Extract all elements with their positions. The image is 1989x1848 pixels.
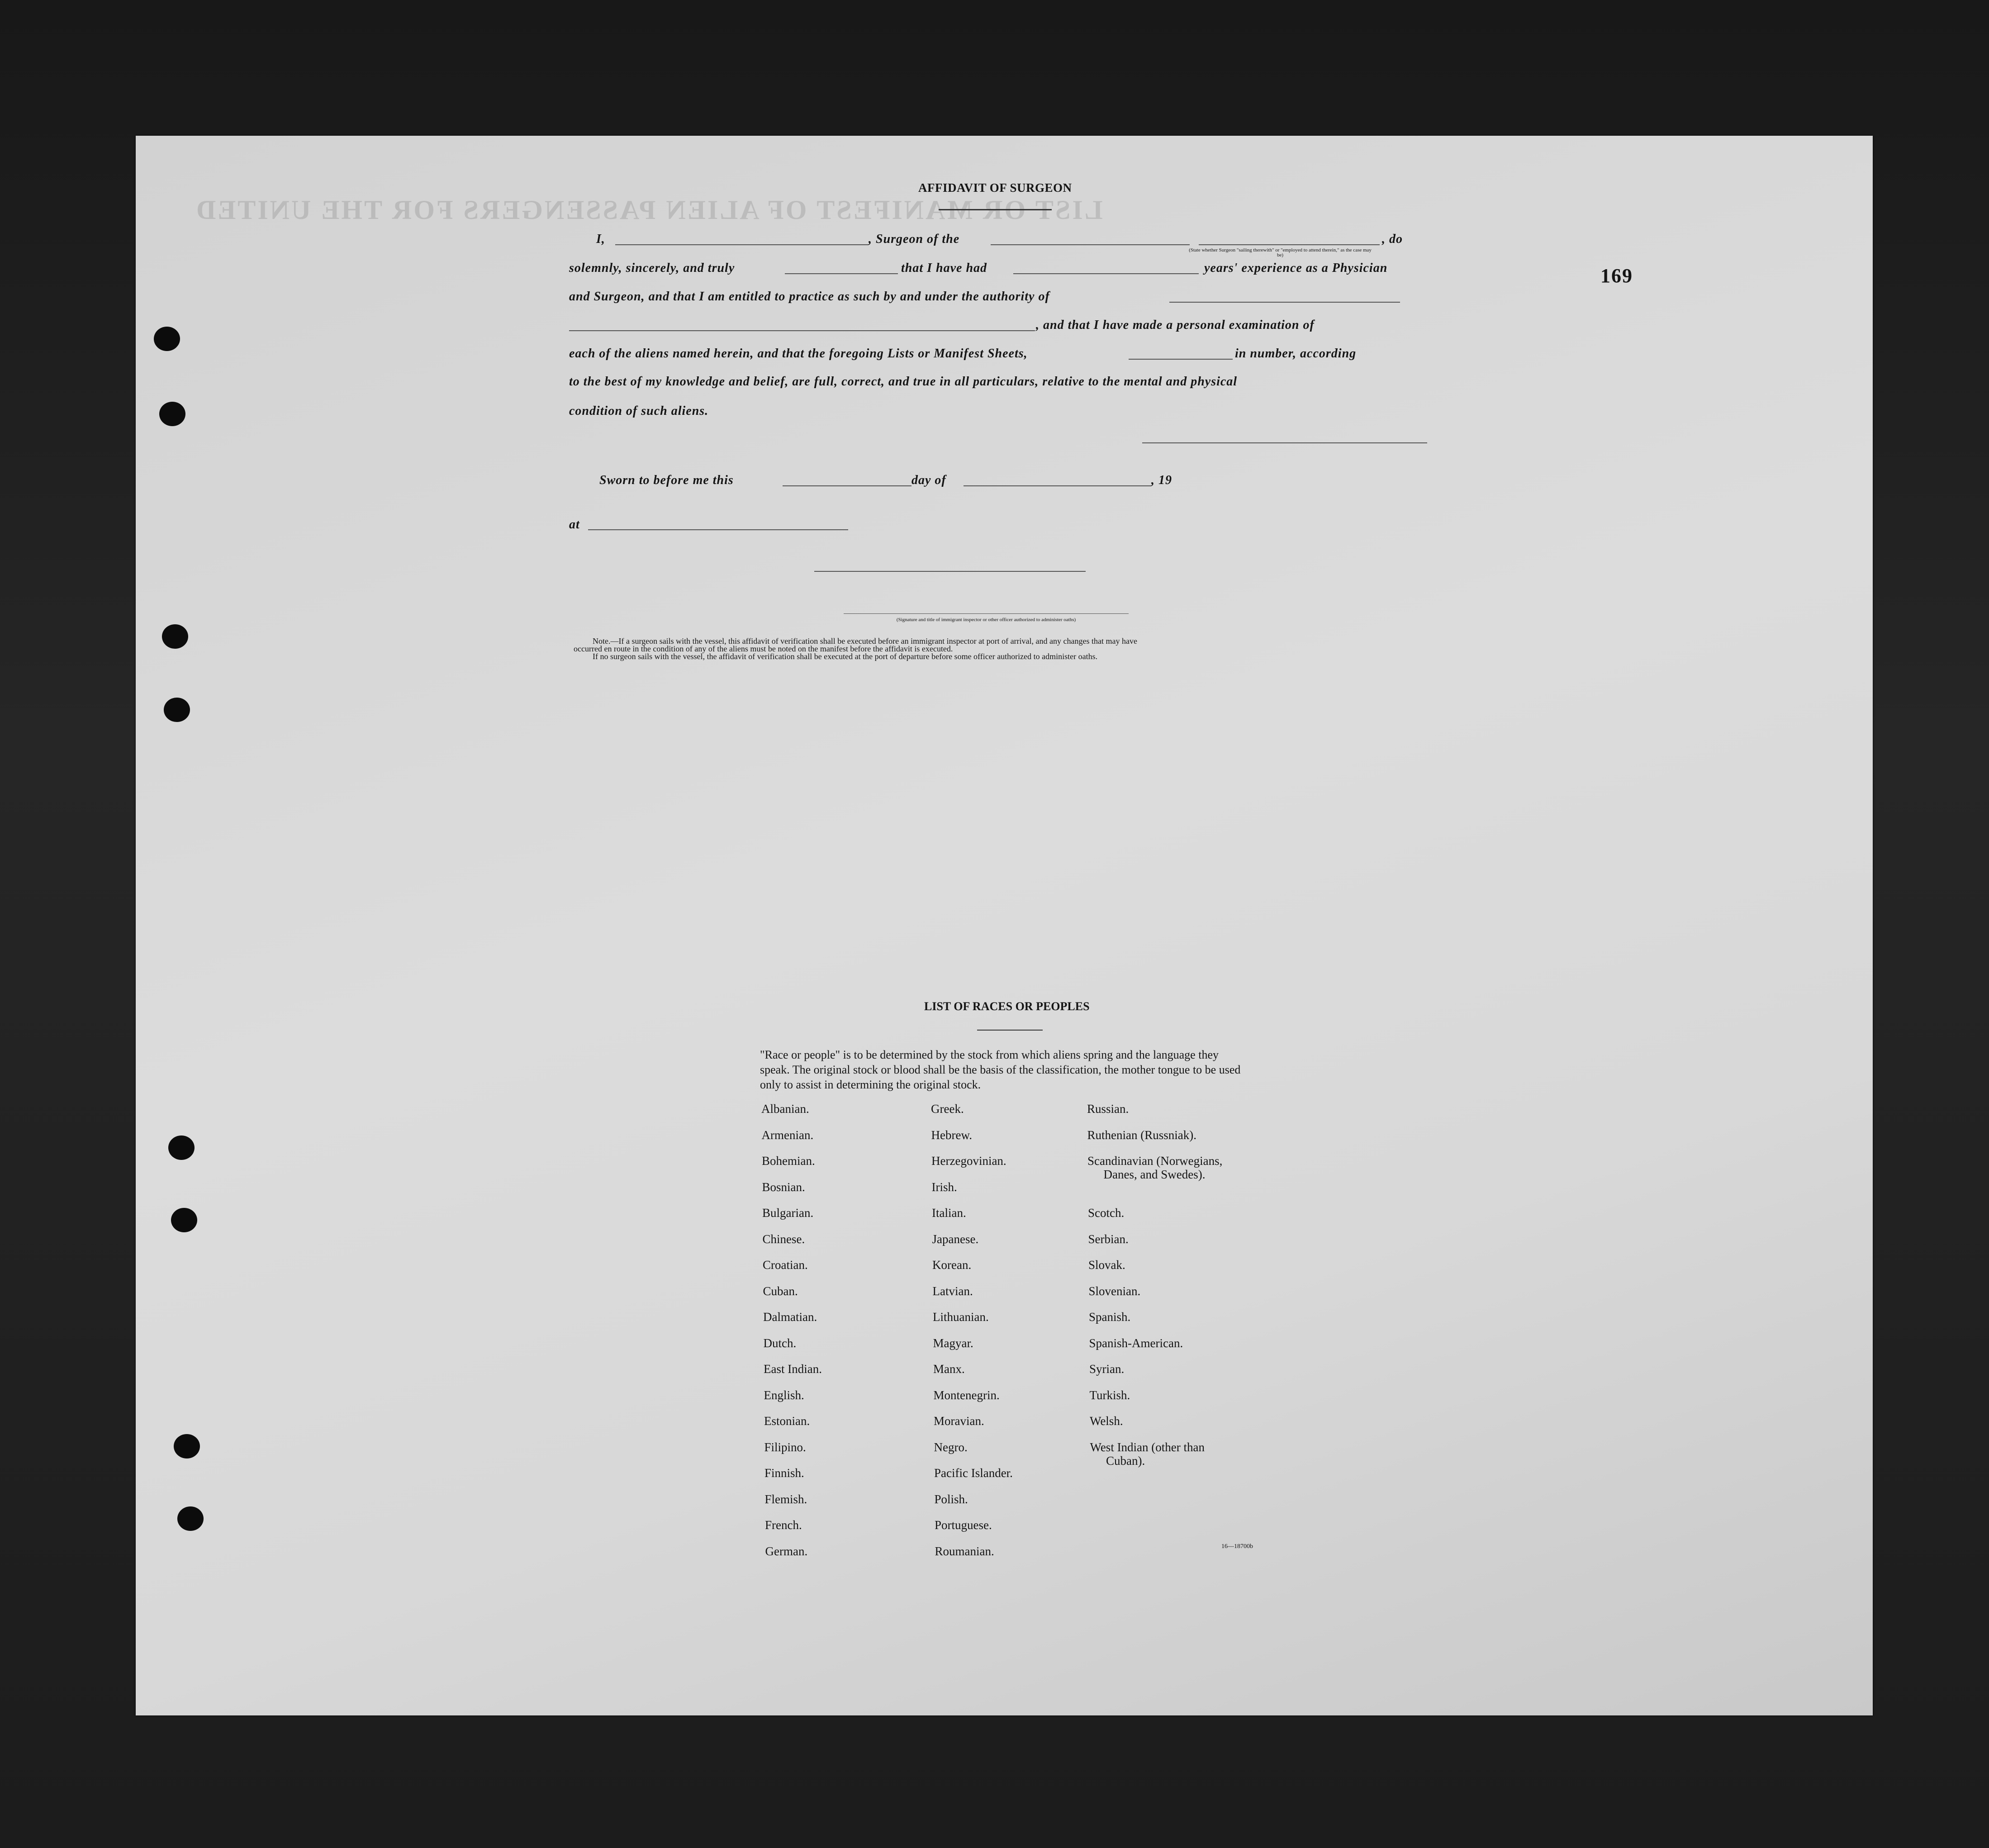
race-entry: West Indian (other than	[1090, 1440, 1205, 1454]
page-number: 169	[1600, 265, 1633, 287]
punch-hole	[164, 698, 190, 722]
surgeon-status-note: (State whether Surgeon "sailing therewith" or "employed to attend therein," as the case may be)	[1189, 247, 1372, 258]
race-entry: Pacific Islander.	[934, 1466, 1013, 1480]
title-underline	[939, 209, 1052, 210]
race-entry: Spanish.	[1089, 1310, 1131, 1324]
officer-signature-line	[844, 613, 1129, 614]
race-entry: Flemish.	[764, 1492, 807, 1506]
race-entry: Lithuanian.	[933, 1310, 989, 1324]
document-page	[136, 136, 1873, 1715]
authority-field	[1169, 302, 1400, 303]
race-entry: Portuguese.	[935, 1518, 992, 1532]
affidavit-text: and Surgeon, and that I am entitled to practice as such by and under the authority of	[569, 290, 1050, 304]
race-entry: Manx.	[933, 1362, 965, 1376]
race-entry: Japanese.	[932, 1232, 979, 1246]
punch-hole	[174, 1434, 200, 1458]
sworn-month-field	[964, 485, 1151, 486]
affidavit-text: condition of such aliens.	[569, 404, 709, 418]
race-entry: Scandinavian (Norwegians,	[1087, 1154, 1223, 1168]
race-entry: German.	[765, 1544, 808, 1558]
race-entry: Bosnian.	[762, 1180, 805, 1194]
race-entry: Welsh.	[1090, 1414, 1123, 1428]
race-entry: Finnish.	[764, 1466, 804, 1480]
race-entry: Russian.	[1087, 1102, 1129, 1116]
affidavit-text: I,	[596, 232, 605, 246]
race-entry: Danes, and Swedes).	[1103, 1168, 1206, 1181]
race-entry: Slovak.	[1088, 1258, 1125, 1272]
sworn-day-field	[783, 485, 911, 486]
race-entry: Dutch.	[763, 1336, 797, 1350]
race-entry: Estonian.	[764, 1414, 810, 1428]
race-entry: Slovenian.	[1088, 1284, 1141, 1298]
race-entry: Ruthenian (Russniak).	[1087, 1128, 1196, 1142]
form-number: 16—18700b	[1221, 1543, 1253, 1550]
sheets-count-field	[1129, 359, 1233, 360]
officer-line	[814, 571, 1086, 572]
affidavit-title: AFFIDAVIT OF SURGEON	[918, 181, 1072, 195]
sworn-text: at	[569, 518, 580, 532]
oath-field	[785, 273, 898, 274]
race-entry: Cuban.	[763, 1284, 798, 1298]
race-entry: Serbian.	[1088, 1232, 1129, 1246]
punch-hole	[162, 624, 188, 649]
race-entry: Irish.	[931, 1180, 957, 1194]
affidavit-text: years' experience as a Physician	[1204, 261, 1388, 275]
race-entry: French.	[765, 1518, 802, 1532]
affidavit-text: each of the aliens named herein, and that the foregoing Lists or Manifest Sheets,	[569, 347, 1028, 361]
race-entry: Hebrew.	[931, 1128, 972, 1142]
race-entry: Roumanian.	[935, 1544, 994, 1558]
signature-caption: (Signature and title of immigrant inspector or other officer authorized to administer oaths)	[896, 617, 1076, 622]
vessel-name-field	[991, 244, 1190, 245]
race-entry: Negro.	[934, 1440, 968, 1454]
races-title-underline	[977, 1030, 1043, 1031]
race-entry: Bohemian.	[762, 1154, 815, 1168]
race-entry: Montenegrin.	[933, 1388, 1000, 1402]
affidavit-text: , Surgeon of the	[869, 232, 960, 246]
race-entry: Albanian.	[761, 1102, 809, 1116]
punch-hole	[159, 402, 185, 426]
race-entry: Croatian.	[763, 1258, 808, 1272]
affidavit-text: that I have had	[901, 261, 987, 275]
race-entry: Spanish-American.	[1089, 1336, 1183, 1350]
race-entry: Greek.	[931, 1102, 964, 1116]
affidavit-text: in number, according	[1235, 347, 1357, 361]
affidavit-text: , do	[1382, 232, 1403, 246]
race-entry: Polish.	[934, 1492, 968, 1506]
affidavit-text: solemnly, sincerely, and truly	[569, 261, 735, 275]
race-entry: English.	[764, 1388, 804, 1402]
affidavit-text: , and that I have made a personal examination of	[1036, 318, 1315, 332]
years-field	[1013, 273, 1199, 274]
race-entry: Turkish.	[1089, 1388, 1130, 1402]
race-entry: Syrian.	[1089, 1362, 1125, 1376]
race-entry: Magyar.	[933, 1336, 973, 1350]
race-entry: Italian.	[932, 1206, 966, 1220]
surgeon-status-field	[1199, 244, 1380, 245]
race-entry: Scotch.	[1088, 1206, 1125, 1220]
sworn-text: , 19	[1151, 473, 1172, 487]
race-entry: Filipino.	[764, 1440, 806, 1454]
race-entry: Cuban).	[1106, 1454, 1145, 1468]
note-text: If no surgeon sails with the vessel, the affidavit of verification shall be executed at the port of departure before some officer authorized to administer oaths.	[593, 652, 1098, 661]
race-entry: Moravian.	[934, 1414, 984, 1428]
race-entry: East Indian.	[764, 1362, 822, 1376]
surgeon-name-field	[615, 244, 869, 245]
bleed-through-text: LIST OR MANIFEST OF ALIEN PASSENGERS FOR THE UNITED	[195, 195, 1103, 225]
surgeon-signature-line	[1142, 442, 1427, 443]
note-text: occurred en route in the condition of any of the aliens must be noted on the manifest before the affidavit is executed.	[574, 644, 953, 653]
races-intro: "Race or people" is to be determined by the stock from which aliens spring and the language they speak. The original stock or blood shall be the basis of the classification, the mother tongue to be used only to assist in determining the original stock.	[760, 1048, 1241, 1091]
affidavit-text: to the best of my knowledge and belief, are full, correct, and true in all particulars, relative to the mental and physical	[569, 375, 1238, 389]
punch-hole	[171, 1208, 197, 1232]
race-entry: Bulgarian.	[762, 1206, 814, 1220]
punch-hole	[168, 1135, 195, 1160]
race-entry: Herzegovinian.	[931, 1154, 1006, 1168]
authority-field-continued	[569, 330, 1035, 331]
note-text: Note.—If a surgeon sails with the vessel, this affidavit of verification shall be executed before an immigrant inspector at port of arrival, and any changes that may have	[593, 637, 1137, 646]
race-entry: Dalmatian.	[763, 1310, 817, 1324]
sworn-place-field	[588, 529, 848, 530]
race-entry: Latvian.	[932, 1284, 973, 1298]
sworn-text: day of	[911, 473, 946, 487]
race-entry: Chinese.	[762, 1232, 805, 1246]
punch-hole	[154, 327, 180, 351]
races-title: LIST OF RACES OR PEOPLES	[924, 1000, 1090, 1013]
sworn-text: Sworn to before me this	[599, 473, 734, 487]
race-entry: Armenian.	[761, 1128, 814, 1142]
punch-hole	[177, 1506, 204, 1531]
race-entry: Korean.	[932, 1258, 972, 1272]
